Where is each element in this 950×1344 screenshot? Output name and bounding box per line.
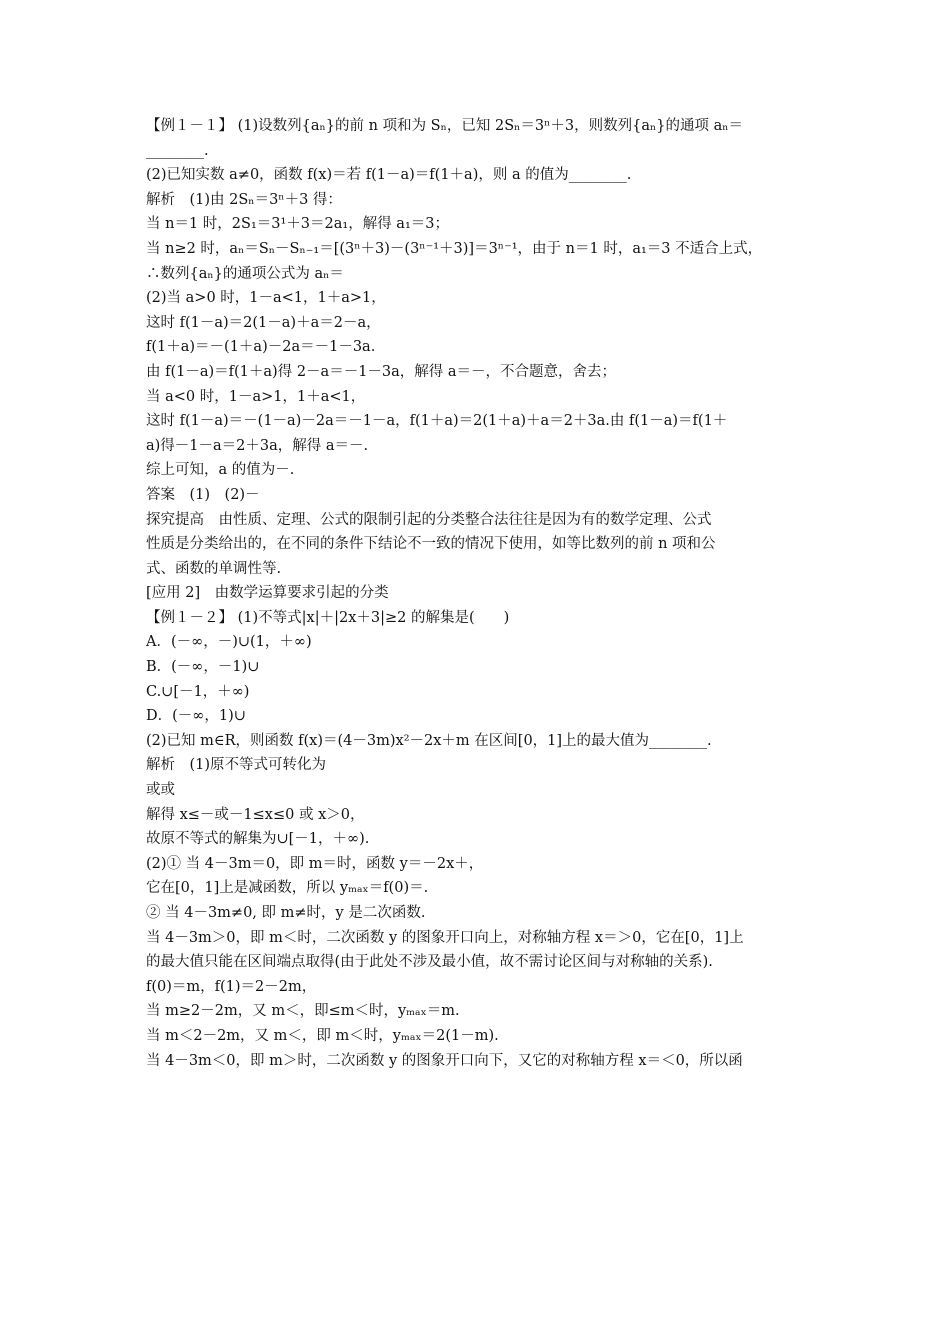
solution-line: 解得 x≤－或－1≤x≤0 或 x＞0，	[146, 806, 365, 823]
example-1-1-question-part2: (2)已知实数 a≠0，函数 f(x)＝若 f(1－a)＝f(1＋a)，则 a 的值为________.	[146, 167, 632, 184]
option-a: A．(－∞，－)∪(1，＋∞)	[146, 634, 312, 651]
option-c: C.∪[－1，＋∞)	[146, 683, 250, 700]
insight-line: 性质是分类给出的，在不同的条件下结论不一致的情况下使用，如等比数列的前 n 项和公	[146, 536, 716, 553]
solution-line: 这时 f(1－a)＝－(1－a)－2a＝－1－a，f(1＋a)＝2(1＋a)＋a＝2＋3a.由 f(1－a)＝f(1＋	[146, 413, 728, 430]
solution-line: a)得－1－a＝2＋3a，解得 a＝－.	[146, 437, 369, 454]
solution-line: 当 n≥2 时，aₙ＝Sₙ－Sₙ₋₁＝[(3ⁿ＋3)－(3ⁿ⁻¹＋3)]＝3ⁿ⁻¹，由于 n＝1 时，a₁＝3 不适合上式，	[146, 240, 763, 257]
example-1-1-blank: ________.	[146, 142, 209, 159]
solution-line: ② 当 4－3m≠0, 即 m≠时，y 是二次函数.	[146, 905, 426, 921]
solution-line: ∴数列{aₙ}的通项公式为 aₙ＝	[146, 265, 344, 282]
option-b: B．(－∞，－1)∪	[146, 659, 260, 676]
solution-line: (2)当 a>0 时，1－a<1，1＋a>1，	[146, 290, 386, 307]
solution-line: 当 4－3m＜0，即 m＞时，二次函数 y 的图象开口向下，又它的对称轴方程 x＝＜0，所以函	[146, 1052, 743, 1069]
solution-line: f(0)＝m，f(1)＝2－2m，	[146, 978, 317, 995]
solution-line: 当 m≥2－2m，又 m＜，即≤m＜时，yₘₐₓ＝m.	[146, 1003, 460, 1020]
example-1-2-question: 【例１－２】 (1)不等式|x|＋|2x＋3|≥2 的解集是( )	[146, 609, 510, 626]
application-heading: [应用 2] 由数学运算要求引起的分类	[146, 585, 389, 602]
solution-line: 故原不等式的解集为∪[－1，＋∞).	[146, 831, 370, 848]
solution-line: 的最大值只能在区间端点取得(由于此处不涉及最小值，故不需讨论区间与对称轴的关系).	[146, 954, 713, 971]
insight-line: 探究提高 由性质、定理、公式的限制引起的分类整合法往往是因为有的数学定理、公式	[146, 511, 712, 528]
solution-line: 当 m＜2－2m，又 m＜，即 m＜时，yₘₐₓ＝2(1－m).	[146, 1027, 499, 1044]
example-1-2-question-part2: (2)已知 m∈R，则函数 f(x)＝(4－3m)x²－2x＋m 在区间[0，1]上的最大值为________.	[146, 732, 712, 749]
solution-line: 综上可知，a 的值为－.	[146, 462, 295, 479]
solution-line: 当 n＝1 时，2S₁＝3¹＋3＝2a₁，解得 a₁＝3；	[146, 216, 449, 233]
insight-line: 式、函数的单调性等.	[146, 560, 282, 577]
solution-line: 由 f(1－a)＝f(1＋a)得 2－a＝－1－3a，解得 a＝－，不合题意，舍去；	[146, 363, 617, 380]
option-d: D．(－∞，1)∪	[146, 708, 246, 725]
solution-line: f(1＋a)＝－(1＋a)－2a＝－1－3a.	[146, 339, 376, 356]
solution-line: (2)① 当 4－3m＝0，即 m＝时，函数 y＝－2x＋，	[146, 855, 484, 872]
solution-heading: 解析 (1)由 2Sₙ＝3ⁿ＋3 得：	[146, 191, 342, 208]
document-page	[146, 114, 810, 1073]
solution-line: 这时 f(1－a)＝2(1－a)＋a＝2－a，	[146, 314, 381, 331]
solution-line: 当 4－3m＞0，即 m＜时，二次函数 y 的图象开口向上，对称轴方程 x＝＞0，它在[0，1]上	[146, 929, 744, 946]
answer-line: 答案 (1) (2)－	[146, 486, 260, 503]
solution-line: 它在[0，1]上是减函数，所以 yₘₐₓ＝f(0)＝.	[146, 880, 429, 897]
solution-line: 当 a<0 时，1－a>1，1＋a<1，	[146, 388, 366, 405]
example-1-1-question-part1: 【例１－１】 (1)设数列{aₙ}的前 n 项和为 Sₙ，已知 2Sₙ＝3ⁿ＋3，则数列{aₙ}的通项 aₙ＝	[146, 118, 744, 134]
solution-line: 或或	[146, 782, 175, 799]
solution-heading: 解析 (1)原不等式可转化为	[146, 757, 327, 774]
